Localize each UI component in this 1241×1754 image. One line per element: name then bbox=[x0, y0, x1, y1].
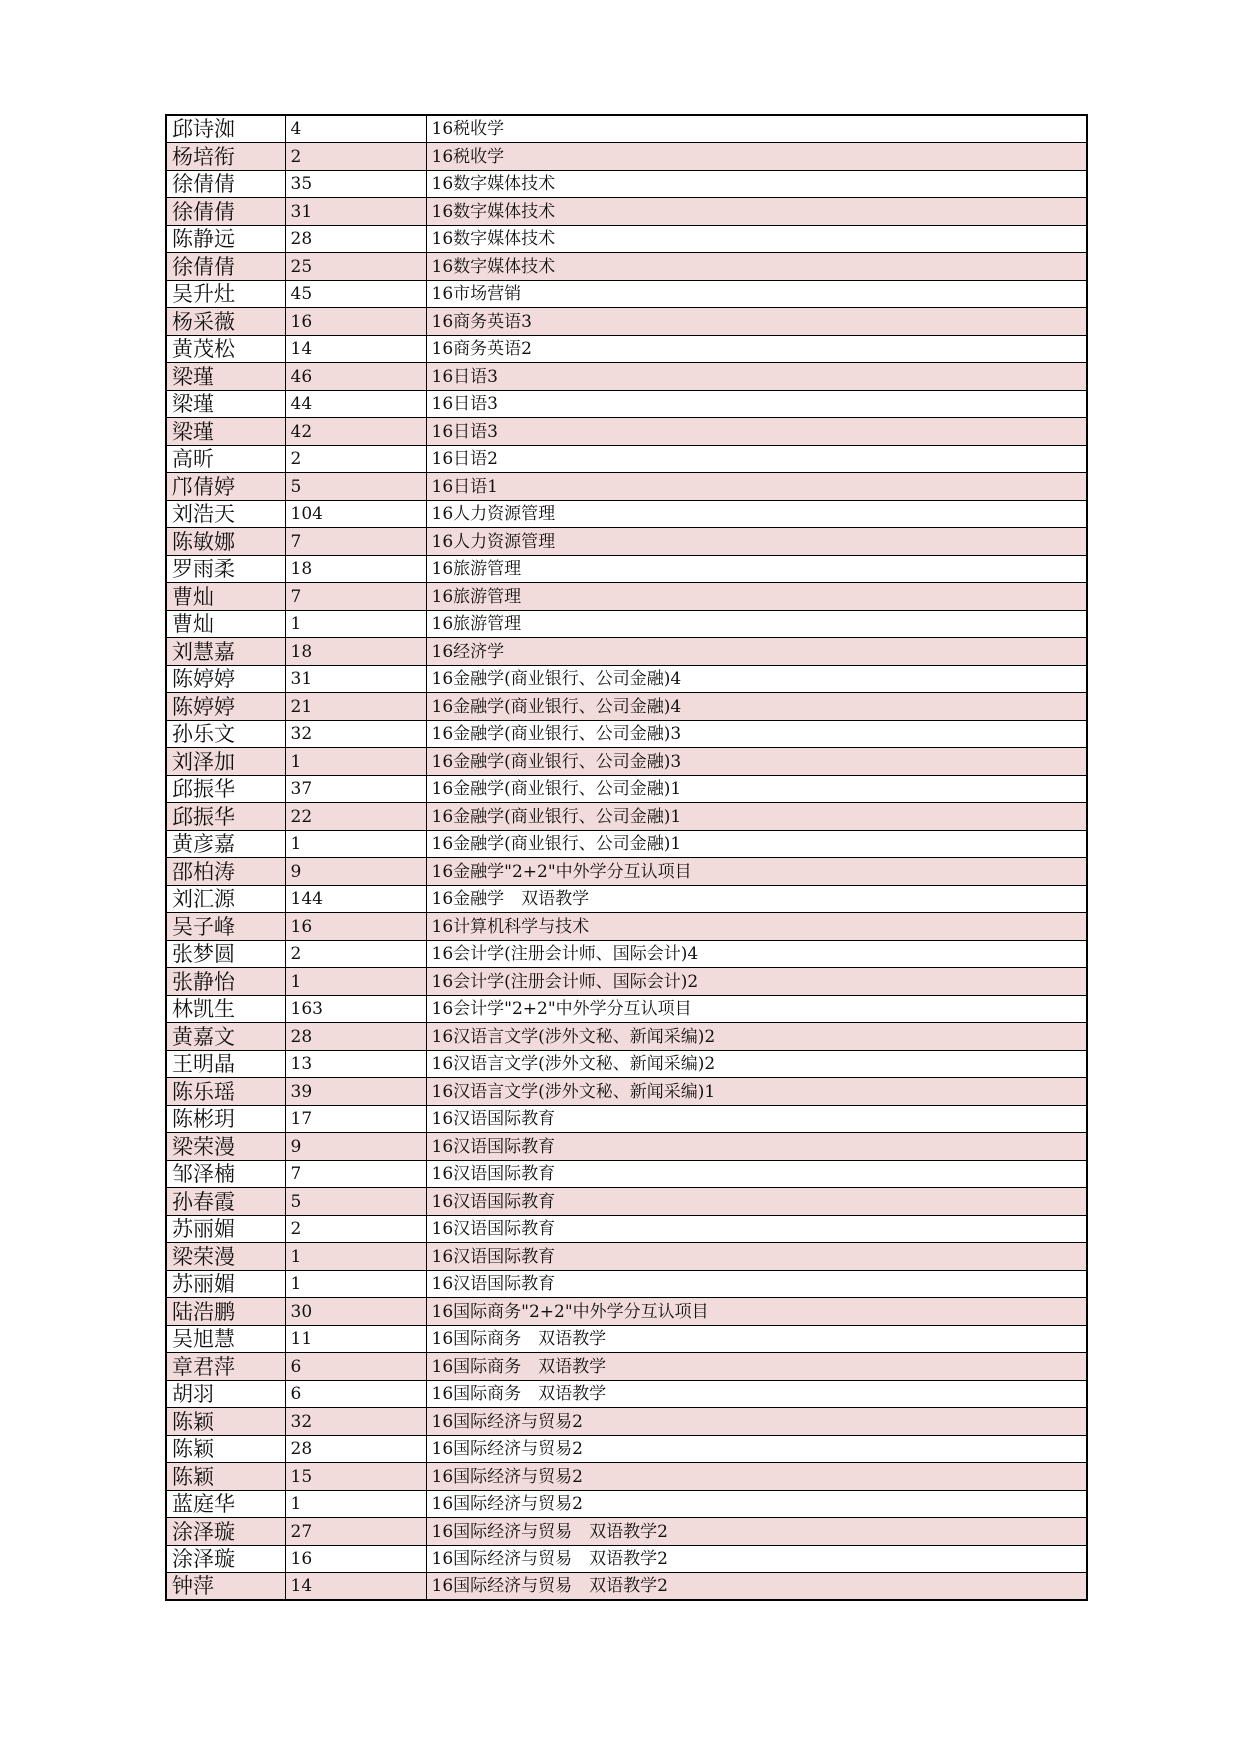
class-cell: 16国际经济与贸易 双语教学2 bbox=[426, 1573, 1087, 1601]
class-cell: 16国际商务"2+2"中外学分互认项目 bbox=[426, 1298, 1087, 1326]
table-row bbox=[166, 995, 1087, 1023]
class-cell: 16汉语国际教育 bbox=[426, 1188, 1087, 1216]
count-cell: 7 bbox=[285, 528, 426, 556]
count-cell: 18 bbox=[285, 555, 426, 583]
count-cell: 28 bbox=[285, 1023, 426, 1051]
count-cell: 32 bbox=[285, 1408, 426, 1436]
table-row bbox=[166, 390, 1087, 418]
class-cell: 16日语3 bbox=[426, 418, 1087, 446]
name-cell: 高昕 bbox=[166, 445, 285, 473]
name-cell: 梁荣漫 bbox=[166, 1133, 285, 1161]
table-row bbox=[166, 1545, 1087, 1573]
table-row bbox=[166, 1325, 1087, 1353]
count-cell: 1 bbox=[285, 1270, 426, 1298]
class-cell: 16旅游管理 bbox=[426, 583, 1087, 611]
table-row bbox=[166, 198, 1087, 226]
table-row bbox=[166, 335, 1087, 363]
table-row bbox=[166, 940, 1087, 968]
name-cell: 孙春霞 bbox=[166, 1188, 285, 1216]
name-cell: 梁荣漫 bbox=[166, 1243, 285, 1271]
class-cell: 16国际经济与贸易 双语教学2 bbox=[426, 1545, 1087, 1573]
name-cell: 钟萍 bbox=[166, 1573, 285, 1601]
name-cell: 蓝庭华 bbox=[166, 1490, 285, 1518]
class-cell: 16人力资源管理 bbox=[426, 528, 1087, 556]
name-cell: 梁瑾 bbox=[166, 390, 285, 418]
count-cell: 45 bbox=[285, 280, 426, 308]
name-cell: 邵柏涛 bbox=[166, 858, 285, 886]
class-cell: 16汉语国际教育 bbox=[426, 1133, 1087, 1161]
count-cell: 17 bbox=[285, 1105, 426, 1133]
name-cell: 陈婷婷 bbox=[166, 693, 285, 721]
table-row bbox=[166, 665, 1087, 693]
table-row bbox=[166, 225, 1087, 253]
table-row bbox=[166, 308, 1087, 336]
class-cell: 16金融学(商业银行、公司金融)1 bbox=[426, 775, 1087, 803]
count-cell: 1 bbox=[285, 1243, 426, 1271]
name-cell: 苏丽媚 bbox=[166, 1270, 285, 1298]
count-cell: 144 bbox=[285, 885, 426, 913]
table-row bbox=[166, 1105, 1087, 1133]
name-cell: 陈颖 bbox=[166, 1435, 285, 1463]
count-cell: 32 bbox=[285, 720, 426, 748]
name-cell: 刘慧嘉 bbox=[166, 638, 285, 666]
table-row bbox=[166, 1188, 1087, 1216]
table-body bbox=[166, 115, 1087, 1600]
table-row bbox=[166, 500, 1087, 528]
count-cell: 163 bbox=[285, 995, 426, 1023]
name-cell: 胡羽 bbox=[166, 1380, 285, 1408]
class-cell: 16国际经济与贸易2 bbox=[426, 1490, 1087, 1518]
class-cell: 16金融学"2+2"中外学分互认项目 bbox=[426, 858, 1087, 886]
name-cell: 陈静远 bbox=[166, 225, 285, 253]
table-row bbox=[166, 1160, 1087, 1188]
name-cell: 邱振华 bbox=[166, 803, 285, 831]
count-cell: 28 bbox=[285, 1435, 426, 1463]
count-cell: 1 bbox=[285, 830, 426, 858]
class-cell: 16旅游管理 bbox=[426, 610, 1087, 638]
class-cell: 16商务英语3 bbox=[426, 308, 1087, 336]
name-cell: 邹泽楠 bbox=[166, 1160, 285, 1188]
table-row bbox=[166, 143, 1087, 171]
count-cell: 28 bbox=[285, 225, 426, 253]
count-cell: 5 bbox=[285, 473, 426, 501]
name-cell: 邱振华 bbox=[166, 775, 285, 803]
name-cell: 黄彦嘉 bbox=[166, 830, 285, 858]
count-cell: 18 bbox=[285, 638, 426, 666]
table-row bbox=[166, 913, 1087, 941]
table-row bbox=[166, 280, 1087, 308]
name-cell: 陈敏娜 bbox=[166, 528, 285, 556]
class-cell: 16国际经济与贸易2 bbox=[426, 1435, 1087, 1463]
class-cell: 16日语3 bbox=[426, 363, 1087, 391]
class-cell: 16汉语国际教育 bbox=[426, 1105, 1087, 1133]
table-row bbox=[166, 445, 1087, 473]
class-cell: 16商务英语2 bbox=[426, 335, 1087, 363]
name-cell: 梁瑾 bbox=[166, 363, 285, 391]
class-cell: 16金融学(商业银行、公司金融)4 bbox=[426, 693, 1087, 721]
count-cell: 39 bbox=[285, 1078, 426, 1106]
name-cell: 陈婷婷 bbox=[166, 665, 285, 693]
count-cell: 2 bbox=[285, 143, 426, 171]
table-row bbox=[166, 858, 1087, 886]
class-cell: 16国际商务 双语教学 bbox=[426, 1353, 1087, 1381]
count-cell: 46 bbox=[285, 363, 426, 391]
name-cell: 杨采薇 bbox=[166, 308, 285, 336]
name-cell: 梁瑾 bbox=[166, 418, 285, 446]
count-cell: 14 bbox=[285, 1573, 426, 1601]
class-cell: 16会计学"2+2"中外学分互认项目 bbox=[426, 995, 1087, 1023]
table-row bbox=[166, 253, 1087, 281]
class-cell: 16金融学(商业银行、公司金融)4 bbox=[426, 665, 1087, 693]
class-cell: 16数字媒体技术 bbox=[426, 225, 1087, 253]
class-cell: 16市场营销 bbox=[426, 280, 1087, 308]
table-row bbox=[166, 555, 1087, 583]
name-cell: 张梦圆 bbox=[166, 940, 285, 968]
name-cell: 涂泽璇 bbox=[166, 1545, 285, 1573]
count-cell: 31 bbox=[285, 665, 426, 693]
class-cell: 16汉语言文学(涉外文秘、新闻采编)2 bbox=[426, 1023, 1087, 1051]
count-cell: 104 bbox=[285, 500, 426, 528]
class-cell: 16会计学(注册会计师、国际会计)2 bbox=[426, 968, 1087, 996]
count-cell: 2 bbox=[285, 940, 426, 968]
name-cell: 陆浩鹏 bbox=[166, 1298, 285, 1326]
count-cell: 16 bbox=[285, 308, 426, 336]
table-row bbox=[166, 885, 1087, 913]
name-cell: 徐倩倩 bbox=[166, 253, 285, 281]
table-row bbox=[166, 115, 1087, 143]
class-cell: 16国际商务 双语教学 bbox=[426, 1325, 1087, 1353]
class-cell: 16国际经济与贸易2 bbox=[426, 1408, 1087, 1436]
name-cell: 吴子峰 bbox=[166, 913, 285, 941]
name-cell: 邝倩婷 bbox=[166, 473, 285, 501]
class-cell: 16金融学(商业银行、公司金融)1 bbox=[426, 803, 1087, 831]
count-cell: 9 bbox=[285, 858, 426, 886]
class-cell: 16税收学 bbox=[426, 143, 1087, 171]
name-cell: 苏丽媚 bbox=[166, 1215, 285, 1243]
count-cell: 37 bbox=[285, 775, 426, 803]
count-cell: 16 bbox=[285, 913, 426, 941]
name-cell: 吴旭慧 bbox=[166, 1325, 285, 1353]
table-row bbox=[166, 720, 1087, 748]
count-cell: 44 bbox=[285, 390, 426, 418]
count-cell: 42 bbox=[285, 418, 426, 446]
count-cell: 1 bbox=[285, 968, 426, 996]
name-cell: 黄茂松 bbox=[166, 335, 285, 363]
name-cell: 邱诗洳 bbox=[166, 115, 285, 143]
name-cell: 吴升灶 bbox=[166, 280, 285, 308]
class-cell: 16国际商务 双语教学 bbox=[426, 1380, 1087, 1408]
table-row bbox=[166, 1573, 1087, 1601]
table-row bbox=[166, 1353, 1087, 1381]
class-cell: 16计算机科学与技术 bbox=[426, 913, 1087, 941]
name-cell: 陈乐瑶 bbox=[166, 1078, 285, 1106]
count-cell: 5 bbox=[285, 1188, 426, 1216]
count-cell: 27 bbox=[285, 1518, 426, 1546]
table-row bbox=[166, 1408, 1087, 1436]
name-cell: 刘泽加 bbox=[166, 748, 285, 776]
table-row bbox=[166, 1270, 1087, 1298]
name-cell: 陈彬玥 bbox=[166, 1105, 285, 1133]
table-row bbox=[166, 1078, 1087, 1106]
table-row bbox=[166, 528, 1087, 556]
table-row bbox=[166, 1023, 1087, 1051]
count-cell: 1 bbox=[285, 610, 426, 638]
count-cell: 1 bbox=[285, 1490, 426, 1518]
class-cell: 16经济学 bbox=[426, 638, 1087, 666]
table-row bbox=[166, 693, 1087, 721]
count-cell: 6 bbox=[285, 1380, 426, 1408]
class-cell: 16会计学(注册会计师、国际会计)4 bbox=[426, 940, 1087, 968]
name-cell: 徐倩倩 bbox=[166, 170, 285, 198]
table-row bbox=[166, 1380, 1087, 1408]
table-row bbox=[166, 418, 1087, 446]
name-cell: 刘浩天 bbox=[166, 500, 285, 528]
count-cell: 2 bbox=[285, 445, 426, 473]
table-row bbox=[166, 775, 1087, 803]
table-row bbox=[166, 638, 1087, 666]
count-cell: 14 bbox=[285, 335, 426, 363]
class-cell: 16金融学 双语教学 bbox=[426, 885, 1087, 913]
count-cell: 13 bbox=[285, 1050, 426, 1078]
table-row bbox=[166, 830, 1087, 858]
table-row bbox=[166, 1435, 1087, 1463]
class-cell: 16汉语国际教育 bbox=[426, 1243, 1087, 1271]
name-cell: 章君萍 bbox=[166, 1353, 285, 1381]
count-cell: 22 bbox=[285, 803, 426, 831]
class-cell: 16汉语言文学(涉外文秘、新闻采编)2 bbox=[426, 1050, 1087, 1078]
class-cell: 16日语1 bbox=[426, 473, 1087, 501]
table-row bbox=[166, 748, 1087, 776]
class-cell: 16数字媒体技术 bbox=[426, 253, 1087, 281]
data-table bbox=[165, 114, 1088, 1601]
table-row bbox=[166, 1133, 1087, 1161]
name-cell: 徐倩倩 bbox=[166, 198, 285, 226]
table-row bbox=[166, 1518, 1087, 1546]
table-row bbox=[166, 610, 1087, 638]
class-cell: 16税收学 bbox=[426, 115, 1087, 143]
table-row bbox=[166, 473, 1087, 501]
class-cell: 16国际经济与贸易2 bbox=[426, 1463, 1087, 1491]
class-cell: 16日语3 bbox=[426, 390, 1087, 418]
count-cell: 30 bbox=[285, 1298, 426, 1326]
count-cell: 25 bbox=[285, 253, 426, 281]
class-cell: 16数字媒体技术 bbox=[426, 198, 1087, 226]
count-cell: 1 bbox=[285, 748, 426, 776]
table-row bbox=[166, 1215, 1087, 1243]
class-cell: 16人力资源管理 bbox=[426, 500, 1087, 528]
class-cell: 16汉语言文学(涉外文秘、新闻采编)1 bbox=[426, 1078, 1087, 1106]
table-row bbox=[166, 363, 1087, 391]
name-cell: 罗雨柔 bbox=[166, 555, 285, 583]
class-cell: 16金融学(商业银行、公司金融)3 bbox=[426, 720, 1087, 748]
name-cell: 曹灿 bbox=[166, 610, 285, 638]
count-cell: 15 bbox=[285, 1463, 426, 1491]
name-cell: 杨培衔 bbox=[166, 143, 285, 171]
table-row bbox=[166, 1243, 1087, 1271]
count-cell: 21 bbox=[285, 693, 426, 721]
class-cell: 16汉语国际教育 bbox=[426, 1270, 1087, 1298]
table-row bbox=[166, 1490, 1087, 1518]
class-cell: 16数字媒体技术 bbox=[426, 170, 1087, 198]
count-cell: 7 bbox=[285, 583, 426, 611]
name-cell: 陈颖 bbox=[166, 1463, 285, 1491]
class-cell: 16日语2 bbox=[426, 445, 1087, 473]
name-cell: 曹灿 bbox=[166, 583, 285, 611]
table-row bbox=[166, 583, 1087, 611]
count-cell: 2 bbox=[285, 1215, 426, 1243]
name-cell: 孙乐文 bbox=[166, 720, 285, 748]
table-row bbox=[166, 170, 1087, 198]
count-cell: 9 bbox=[285, 1133, 426, 1161]
table-row bbox=[166, 803, 1087, 831]
name-cell: 刘汇源 bbox=[166, 885, 285, 913]
class-cell: 16金融学(商业银行、公司金融)3 bbox=[426, 748, 1087, 776]
class-cell: 16汉语国际教育 bbox=[426, 1215, 1087, 1243]
count-cell: 7 bbox=[285, 1160, 426, 1188]
name-cell: 陈颖 bbox=[166, 1408, 285, 1436]
table-row bbox=[166, 968, 1087, 996]
table-row bbox=[166, 1298, 1087, 1326]
class-cell: 16国际经济与贸易 双语教学2 bbox=[426, 1518, 1087, 1546]
name-cell: 黄嘉文 bbox=[166, 1023, 285, 1051]
name-cell: 林凯生 bbox=[166, 995, 285, 1023]
table-row bbox=[166, 1050, 1087, 1078]
count-cell: 4 bbox=[285, 115, 426, 143]
count-cell: 11 bbox=[285, 1325, 426, 1353]
class-cell: 16汉语国际教育 bbox=[426, 1160, 1087, 1188]
name-cell: 涂泽璇 bbox=[166, 1518, 285, 1546]
class-cell: 16旅游管理 bbox=[426, 555, 1087, 583]
count-cell: 35 bbox=[285, 170, 426, 198]
name-cell: 王明晶 bbox=[166, 1050, 285, 1078]
count-cell: 6 bbox=[285, 1353, 426, 1381]
name-cell: 张静怡 bbox=[166, 968, 285, 996]
count-cell: 16 bbox=[285, 1545, 426, 1573]
count-cell: 31 bbox=[285, 198, 426, 226]
table-row bbox=[166, 1463, 1087, 1491]
class-cell: 16金融学(商业银行、公司金融)1 bbox=[426, 830, 1087, 858]
